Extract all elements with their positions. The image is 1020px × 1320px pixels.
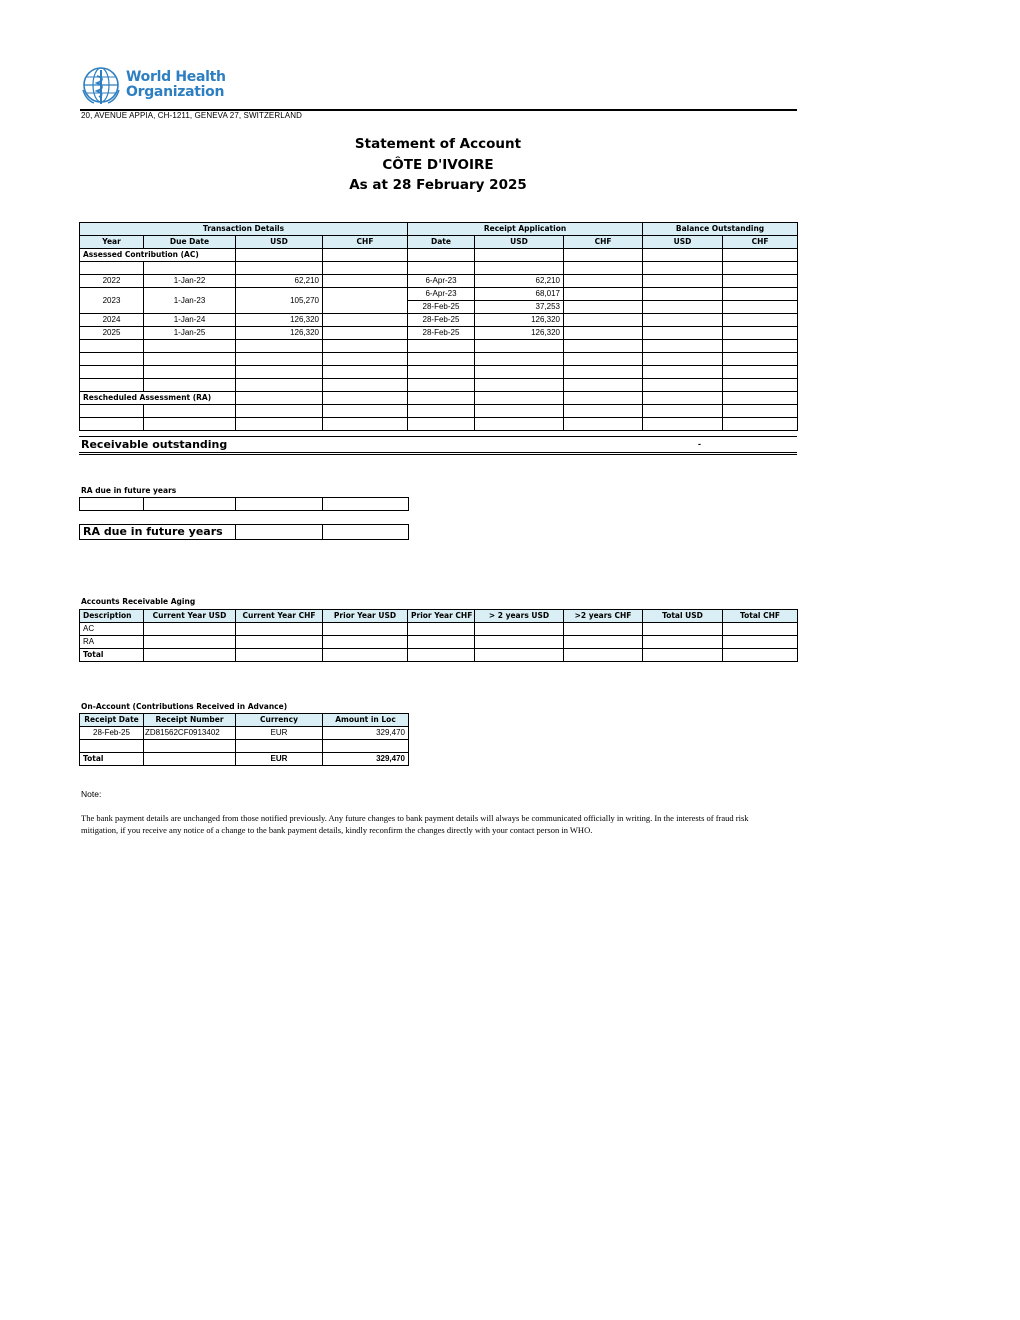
- aging-col-total-chf: Total CHF: [723, 610, 798, 623]
- country-name: CÔTE D'IVOIRE: [382, 157, 494, 173]
- on-account-caption: On-Account (Contributions Received in Advance): [81, 702, 288, 711]
- table-row: [80, 727, 409, 740]
- org-name-line2: Organization: [126, 83, 225, 100]
- on-account-total-label: Total: [80, 753, 144, 766]
- year-cell: 2023: [80, 288, 144, 314]
- aging-caption: Accounts Receivable Aging: [81, 597, 196, 606]
- aging-col-total-usd: Total USD: [643, 610, 723, 623]
- on-account-number-cell: ZD81562CF0913402: [144, 727, 236, 740]
- on-account-total-amount: 329,470: [323, 753, 409, 766]
- table-row: [80, 314, 798, 327]
- group-header-balance: Balance Outstanding: [643, 223, 798, 236]
- table-row: [80, 623, 798, 636]
- receipt-date-cell: 6-Apr-23: [408, 288, 475, 301]
- receipt-date-cell: 6-Apr-23: [408, 275, 475, 288]
- table-row: [80, 288, 798, 301]
- due-date-cell: 1-Jan-23: [144, 288, 236, 314]
- statement-table: [79, 222, 798, 431]
- on-account-col-amount: Amount in Loc: [323, 714, 409, 727]
- on-account-amount-cell: 329,470: [323, 727, 409, 740]
- col-receipt-chf: CHF: [564, 236, 643, 249]
- ra-future-total-label: RA due in future years: [80, 525, 236, 540]
- ra-future-caption: RA due in future years: [81, 486, 177, 495]
- section-row-ra: [80, 392, 798, 405]
- col-trans-usd: USD: [236, 236, 323, 249]
- table-row: [80, 340, 798, 353]
- ra-future-total-table: [79, 524, 409, 540]
- table-row: [80, 740, 409, 753]
- statement-title: Statement of Account: [354, 136, 522, 152]
- receipt-date-cell: 28-Feb-25: [408, 301, 475, 314]
- ra-future-table: [79, 497, 409, 511]
- receipt-date-cell: 28-Feb-25: [408, 327, 475, 340]
- receipt-usd-cell: 37,253: [475, 301, 564, 314]
- section-row-ac: [80, 249, 798, 262]
- table-row: [80, 353, 798, 366]
- col-due-date: Due Date: [144, 236, 236, 249]
- on-account-total-row: [80, 753, 409, 766]
- due-date-cell: 1-Jan-22: [144, 275, 236, 288]
- table-row: [80, 366, 798, 379]
- table-row: [80, 525, 409, 540]
- on-account-table: [79, 713, 409, 766]
- org-name: [126, 70, 226, 99]
- statement-date: As at 28 February 2025: [349, 177, 527, 193]
- group-header-receipt: Receipt Application: [408, 223, 643, 236]
- note-text: The bank payment details are unchanged from those notified previously. Any future changes to bank payment details will always be communicated officially in writing. In the interests of fraud risk mitigation, if you receive any notice of a change to the bank payment details, kindly reconfirm the changes directly with your contact person in WHO.: [81, 813, 749, 835]
- on-account-col-number: Receipt Number: [144, 714, 236, 727]
- section-label-ra: Rescheduled Assessment (RA): [80, 392, 236, 405]
- trans-usd-cell: 126,320: [236, 327, 323, 340]
- aging-col-current-chf: Current Year CHF: [236, 610, 323, 623]
- table-row: [80, 405, 798, 418]
- aging-col-current-usd: Current Year USD: [144, 610, 236, 623]
- on-account-date-cell: 28-Feb-25: [80, 727, 144, 740]
- who-emblem-icon: [80, 66, 122, 106]
- aging-col-2y-chf: >2 years CHF: [564, 610, 643, 623]
- due-date-cell: 1-Jan-25: [144, 327, 236, 340]
- who-logo: [80, 66, 230, 106]
- aging-row-label: Total: [80, 649, 144, 662]
- receivable-outstanding-row: [79, 436, 797, 455]
- aging-row-label: AC: [80, 623, 144, 636]
- org-address: 20, AVENUE APPIA, CH-1211, GENEVA 27, SWITZERLAND: [81, 111, 302, 120]
- aging-col-2y-usd: > 2 years USD: [475, 610, 564, 623]
- receipt-usd-cell: 126,320: [475, 314, 564, 327]
- group-header-transaction: Transaction Details: [80, 223, 408, 236]
- on-account-currency-cell: EUR: [236, 727, 323, 740]
- table-row: [80, 636, 798, 649]
- aging-col-prior-usd: Prior Year USD: [323, 610, 408, 623]
- receipt-date-cell: 28-Feb-25: [408, 314, 475, 327]
- col-trans-chf: CHF: [323, 236, 408, 249]
- year-cell: 2025: [80, 327, 144, 340]
- table-row: [80, 262, 798, 275]
- col-year: Year: [80, 236, 144, 249]
- col-balance-usd: USD: [643, 236, 723, 249]
- aging-col-description: Description: [80, 610, 144, 623]
- on-account-col-currency: Currency: [236, 714, 323, 727]
- col-balance-chf: CHF: [723, 236, 798, 249]
- table-row: [80, 498, 409, 511]
- trans-usd-cell: 126,320: [236, 314, 323, 327]
- note-label: Note:: [81, 789, 102, 799]
- aging-table: [79, 609, 798, 662]
- year-cell: 2024: [80, 314, 144, 327]
- receipt-usd-cell: 62,210: [475, 275, 564, 288]
- receivable-outstanding-label: Receivable outstanding: [81, 438, 228, 451]
- due-date-cell: 1-Jan-24: [144, 314, 236, 327]
- table-row: [80, 649, 798, 662]
- section-label-ac: Assessed Contribution (AC): [80, 249, 236, 262]
- on-account-col-date: Receipt Date: [80, 714, 144, 727]
- table-row: [80, 327, 798, 340]
- receipt-usd-cell: 126,320: [475, 327, 564, 340]
- trans-usd-cell: 62,210: [236, 275, 323, 288]
- col-receipt-usd: USD: [475, 236, 564, 249]
- receivable-outstanding-value: -: [698, 439, 701, 449]
- receipt-usd-cell: 68,017: [475, 288, 564, 301]
- aging-col-prior-chf: Prior Year CHF: [408, 610, 475, 623]
- table-row: [80, 275, 798, 288]
- table-row: [80, 418, 798, 431]
- on-account-total-currency: EUR: [236, 753, 323, 766]
- aging-row-label: RA: [80, 636, 144, 649]
- year-cell: 2022: [80, 275, 144, 288]
- table-row: [80, 379, 798, 392]
- org-name-line1: World Health: [126, 69, 226, 85]
- col-receipt-date: Date: [408, 236, 475, 249]
- trans-usd-cell: 105,270: [236, 288, 323, 314]
